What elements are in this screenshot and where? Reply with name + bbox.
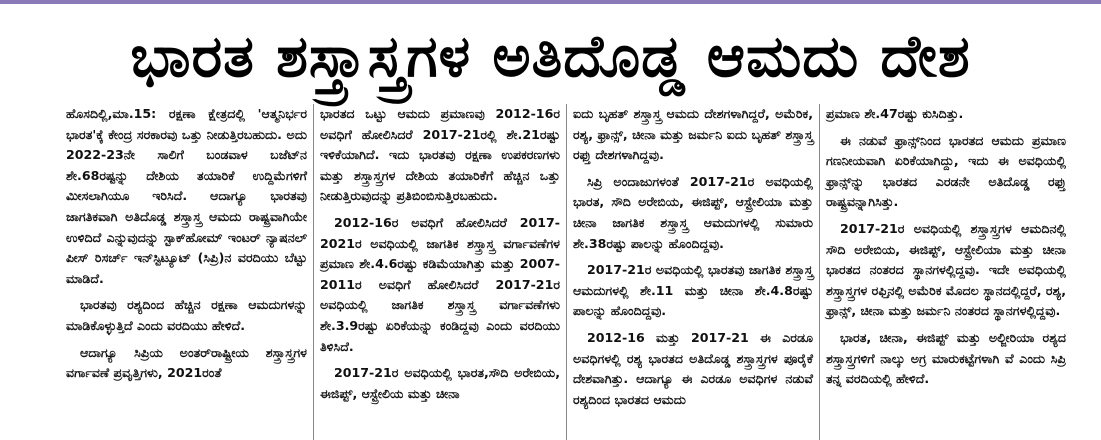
paragraph: ಈ ನಡುವೆ ಫ್ರಾನ್ಸ್‌ನಿಂದ ಭಾರತದ ಆಮದು ಪ್ರಮಾಣ ಗಣನೀಯವಾಗಿ ಏರಿಕೆಯಾಗಿದ್ದು, ಇದು ಈ ಅವಧಿಯಲ್ಲಿ ಫ್ರಾನ್ಸ್‌ನ್ನು ಭಾರತದ ಎರಡನೇ ಅತಿದೊಡ್ಡ ರಫ್ತು ರಾಷ್ಟ್ರವನ್ನಾಗಿಸಿತ್ತು. xyxy=(826,132,1066,210)
paragraph: ಸಿಪ್ರಿ ಅಂದಾಜುಗಳಂತೆ 2017-21ರ ಅವಧಿಯಲ್ಲಿ ಭಾರತ, ಸೌದಿ ಅರೇಬಿಯ, ಈಜಿಪ್ಟ್, ಆಸ್ಟ್ರೇಲಿಯಾ ಮತ್ತು ಚೀನಾ ಜಾಗತಿಕ ಶಸ್ತ್ರಾಸ್ತ್ರ ಆಮದುಗಳಲ್ಲಿ ಸುಮಾರು ಶೇ.38ರಷ್ಟು ಪಾಲನ್ನು ಹೊಂದಿದ್ದವು. xyxy=(573,173,813,251)
paragraph: ಭಾರತ, ಚೀನಾ, ಈಜಿಪ್ಟ್ ಮತ್ತು ಅಲ್ಜೀರಿಯಾ ರಶ್ಯದ ಶಸ್ತ್ರಾಸ್ತ್ರಗಳಿಗೆ ನಾಲ್ಕು ಅಗ್ರ ಮಾರುಕಟ್ಟೆಗಳಾಗಿ ವೆ ಎಂದು ಸಿಪ್ರಿ ತನ್ನ ವರದಿಯಲ್ಲಿ ಹೇಳಿದೆ. xyxy=(826,329,1066,387)
paragraph: ಆದಾಗ್ಯೂ ಸಿಪ್ರಿಯ ಅಂತರ್‌ರಾಷ್ಟ್ರೀಯ ಶಸ್ತ್ರಾಸ್ತ್ರಗಳ ವರ್ಗಾವಣೆ ಪ್ರವೃತ್ತಿಗಳು, 2021ರಂತೆ xyxy=(66,344,307,381)
column-4 xyxy=(819,104,1072,440)
paragraph: ಪ್ರಮಾಣ ಶೇ.47ರಷ್ಟು ಕುಸಿದಿತ್ತು. xyxy=(826,106,964,121)
paragraph: ಭಾರತವು ರಶ್ಯದಿಂದ ಹೆಚ್ಚಿನ ರಕ್ಷಣಾ ಆಮದುಗಳನ್ನು ಮಾಡಿಕೊಳ್ಳುತ್ತಿದೆ ಎಂದು ವರದಿಯು ಹೇಳಿದೆ. xyxy=(66,297,307,333)
column-3 xyxy=(566,104,819,440)
paragraph: 2012-16 ಮತ್ತು 2017-21 ಈ ಎರಡೂ ಅವಧಿಗಳಲ್ಲಿ ರಶ್ಯ ಭಾರತದ ಅತಿದೊಡ್ಡ ಶಸ್ತ್ರಾಸ್ತ್ರಗಳ ಪೂರೈಕೆ ದೇಶವಾಗಿತ್ತು. ಆದಾಗ್ಯೂ ಈ ಎರಡೂ ಅವಧಿಗಳ ನಡುವೆ ರಶ್ಯದಿಂದ ಭಾರತದ ಆಮದು xyxy=(573,329,813,407)
paragraph: 2017-21ರ ಅವಧಿಯಲ್ಲಿ ಭಾರತ,ಸೌದಿ ಅರೇಬಿಯ, ಈಜಿಪ್ಟ್, ಆಸ್ಟ್ರೇಲಿಯ ಮತ್ತು ಚೀನಾ xyxy=(320,365,560,401)
headline: ಭಾರತ ಶಸ್ತ್ರಾಸ್ತ್ರಗಳ ಅತಿದೊಡ್ಡ ಆಮದು ದೇಶ xyxy=(130,21,971,90)
paragraph: ಐದು ಬೃಹತ್ ಶಸ್ತ್ರಾಸ್ತ್ರ ಆಮದು ದೇಶಗಳಾಗಿದ್ದರೆ, ಅಮೆರಿಕ, ರಶ್ಯ, ಫ್ರಾನ್ಸ್, ಚೀನಾ ಮತ್ತು ಜರ್ಮನಿ ಐದು ಬೃಹತ್ ಶಸ್ತ್ರಾಸ್ತ್ರ ರಫ್ತು ದೇಶಗಳಾಗಿದ್ದವು. xyxy=(573,106,813,163)
top-rule xyxy=(0,0,1101,4)
paragraph: 2017-21ರ ಅವಧಿಯಲ್ಲಿ ಶಸ್ತ್ರಾಸ್ತ್ರಗಳ ಆಮದಿನಲ್ಲಿ ಸೌದಿ ಅರೇಬಿಯ, ಈಜಿಪ್ಟ್, ಆಸ್ಟ್ರೇಲಿಯಾ ಮತ್ತು ಚೀನಾ ಭಾರತದ ನಂತರದ ಸ್ಥಾನಗಳಲ್ಲಿದ್ದವು. ಇದೇ ಅವಧಿಯಲ್ಲಿ ಶಸ್ತ್ರಾಸ್ತ್ರಗಳ ರಫ್ತಿನಲ್ಲಿ ಅಮೆರಿಕ ಮೊದಲ ಸ್ಥಾನದಲ್ಲಿದ್ದರೆ, ರಶ್ಯ, ಫ್ರಾನ್ಸ್, ಚೀನಾ ಮತ್ತು ಜರ್ಮನಿ ನಂತರದ ಸ್ಥಾನಗಳಲ್ಲಿದ್ದವು. xyxy=(826,220,1066,319)
paragraph: ಭಾರತದ ಒಟ್ಟು ಆಮದು ಪ್ರಮಾಣವು 2012-16ರ ಅವಧಿಗೆ ಹೋಲಿಸಿದರೆ 2017-21ರಲ್ಲಿ ಶೇ.21ರಷ್ಟು ಇಳಿಕೆಯಾಗಿದೆ. ಇದು ಭಾರತವು ರಕ್ಷಣಾ ಉಪಕರಣಗಳು ಮತ್ತು ಶಸ್ತ್ರಾಸ್ತ್ರಗಳ ದೇಶಿಯ ತಯಾರಿಕೆಗೆ ಹೆಚ್ಚಿನ ಒತ್ತು ನೀಡುತ್ತಿರುವುದನ್ನು ಪ್ರತಿಬಿಂಬಿಸುತ್ತಿರಬಹುದು. xyxy=(320,106,560,204)
paragraph: 2012-16ರ ಅವಧಿಗೆ ಹೋಲಿಸಿದರೆ 2017-2021ರ ಅವಧಿಯಲ್ಲಿ ಜಾಗತಿಕ ಶಸ್ತ್ರಾಸ್ತ್ರ ವರ್ಗಾವಣೆಗಳ ಪ್ರಮಾಣ ಶೇ.4.6ರಷ್ಟು ಕಡಿಮೆಯಾಗಿತ್ತು ಮತ್ತು 2007-2011ರ ಅವಧಿಗೆ ಹೋಲಿಸಿದರೆ 2017-21ರ ಅವಧಿಯಲ್ಲಿ ಜಾಗತಿಕ ಶಸ್ತ್ರಾಸ್ತ್ರ ವರ್ಗಾವಣೆಗಳು ಶೇ.3.9ರಷ್ಟು ಏರಿಕೆಯನ್ನು ಕಂಡಿದ್ದವು ಎಂದು ವರದಿಯು ತಿಳಿಸಿದೆ. xyxy=(320,214,560,354)
article-body xyxy=(60,104,1100,440)
column-2 xyxy=(313,104,566,440)
column-1 xyxy=(60,104,313,440)
paragraph: ಹೊಸದಿಲ್ಲಿ,ಮಾ.15: ರಕ್ಷಣಾ ಕ್ಷೇತ್ರದಲ್ಲಿ 'ಆತ್ಮನಿರ್ಭರ ಭಾರತ'ಕ್ಕೆ ಕೇಂದ್ರ ಸರಕಾರವು ಒತ್ತು ನೀಡುತ್ತಿರಬಹುದು. ಅದು 2022-23ನೇ ಸಾಲಿಗೆ ಬಂಡವಾಳ ಬಜೆಟ್‌ನ ಶೇ.68ರಷ್ಟನ್ನು ದೇಶಿಯ ತಯಾರಿಕೆ ಉದ್ದಿಮೆಗಳಿಗೆ ಮೀಸಲಾಗಿಯೂ ಇರಿಸಿದೆ. ಆದಾಗ್ಯೂ ಭಾರತವು ಜಾಗತಿಕವಾಗಿ ಅತಿದೊಡ್ಡ ಶಸ್ತ್ರಾಸ್ತ್ರ ಆಮದು ರಾಷ್ಟ್ರವಾಗಿಯೇ ಉಳಿದಿದೆ ಎನ್ನುವುದನ್ನು ಸ್ಟಾಕ್‌ಹೋಮ್ ಇಂಟರ್ ನ್ಯಾಷನಲ್ ಪೀಸ್ ರಿಸರ್ಚ್ ಇನ್‌ಸ್ಟಿಟ್ಯೂಟ್ (ಸಿಪ್ರಿ)ನ ವರದಿಯು ಬೆಟ್ಟು ಮಾಡಿದೆ. xyxy=(66,106,307,286)
paragraph: 2017-21ರ ಅವಧಿಯಲ್ಲಿ ಭಾರತವು ಜಾಗತಿಕ ಶಸ್ತ್ರಾಸ್ತ್ರ ಆಮದುಗಳಲ್ಲಿ ಶೇ.11 ಮತ್ತು ಚೀನಾ ಶೇ.4.8ರಷ್ಟು ಪಾಲನ್ನು ಹೊಂದಿದ್ದವು. xyxy=(573,262,813,319)
